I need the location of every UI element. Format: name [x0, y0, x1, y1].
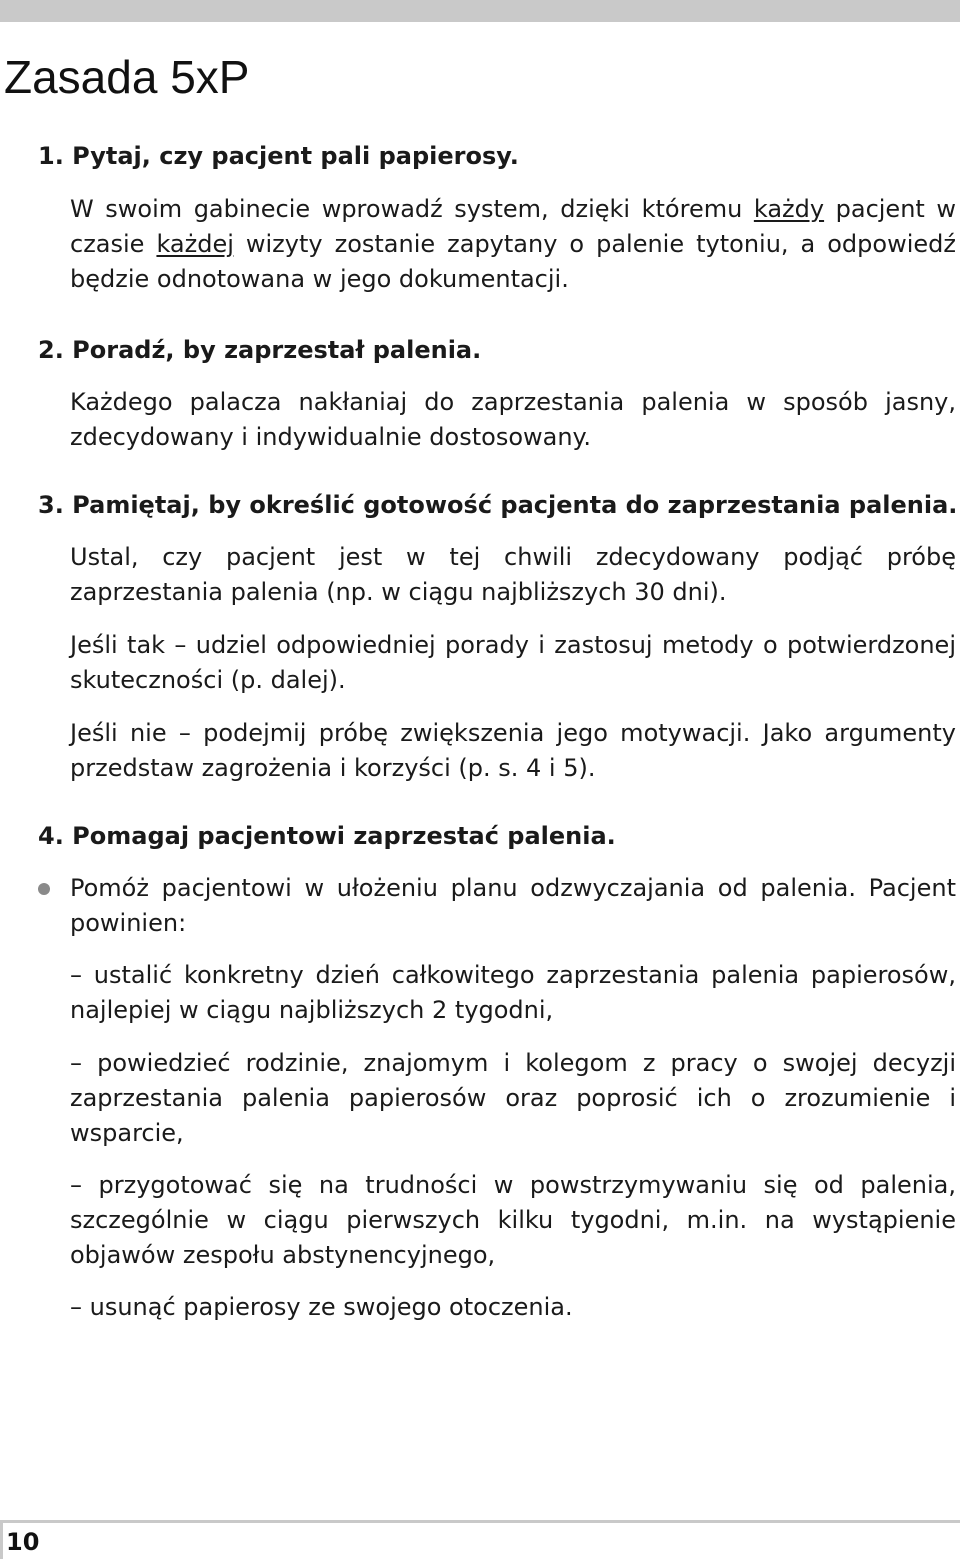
section-1-text-a: W swoim gabinecie wprowadź system, dzięki któremu — [70, 195, 754, 223]
section-1-paragraph — [70, 192, 956, 297]
section-3-paragraph-3: Jeśli nie – podejmij próbę zwiększenia jego motywacji. Jako argumenty przedstaw zagrożenia i korzyści (p. s. 4 i 5). — [70, 719, 956, 782]
section-4-heading: 4. Pomagaj pacjentowi zaprzestać palenia. — [38, 822, 616, 850]
section-3-paragraph-1: Ustal, czy pacjent jest w tej chwili zdecydowany podjąć próbę zaprzestania palenia (np. w ciągu najbliższych 30 dni). — [70, 543, 956, 606]
bullet-dot-icon — [38, 883, 50, 895]
footer-rule — [0, 1520, 960, 1523]
list-item: – usunąć papierosy ze swojego otoczenia. — [70, 1293, 573, 1321]
header-bar — [0, 0, 960, 22]
list-item: – ustalić konkretny dzień całkowitego zaprzestania palenia papierosów, najlepiej w ciągu najbliższych 2 tygodni, — [70, 961, 956, 1024]
section-1-heading: 1. Pytaj, czy pacjent pali papierosy. — [38, 142, 519, 170]
section-1-text-c: wizyty zostanie zapytany o palenie tytoniu, a odpowiedź będzie odnotowana w jego dokumentacji. — [70, 230, 956, 293]
underlined-kazdej: każdej — [156, 230, 234, 258]
section-4-bullet-text: Pomóż pacjentowi w ułożeniu planu odzwyczajania od palenia. Pacjent powinien: — [70, 874, 956, 937]
page-title: Zasada 5xP — [4, 51, 250, 103]
footer-vertical-rule — [0, 1520, 3, 1559]
list-item: – przygotować się na trudności w powstrzymywaniu się od palenia, szczególnie w ciągu pierwszych kilku tygodni, m.in. na wystąpienie objawów zespołu abstynencyjnego, — [70, 1171, 956, 1269]
page-number: 10 — [6, 1528, 40, 1556]
section-3-paragraph-2: Jeśli tak – udziel odpowiedniej porady i zastosuj metody o potwierdzonej skuteczności (p. dalej). — [70, 631, 956, 694]
underlined-kazdy: każdy — [753, 195, 825, 223]
list-item: – powiedzieć rodzinie, znajomym i kolegom z pracy o swojej decyzji zaprzestania palenia papierosów oraz poprosić ich o zrozumienie i wsparcie, — [70, 1049, 956, 1147]
section-2-heading: 2. Poradź, by zaprzestał palenia. — [38, 336, 482, 364]
section-3-heading: 3. Pamiętaj, by określić gotowość pacjenta do zaprzestania palenia. — [38, 491, 958, 519]
section-1-text-b: pacjent w czasie — [70, 195, 956, 258]
section-2-paragraph: Każdego palacza nakłaniaj do zaprzestania palenia w sposób jasny, zdecydowany i indywidualnie dostosowany. — [70, 388, 956, 451]
